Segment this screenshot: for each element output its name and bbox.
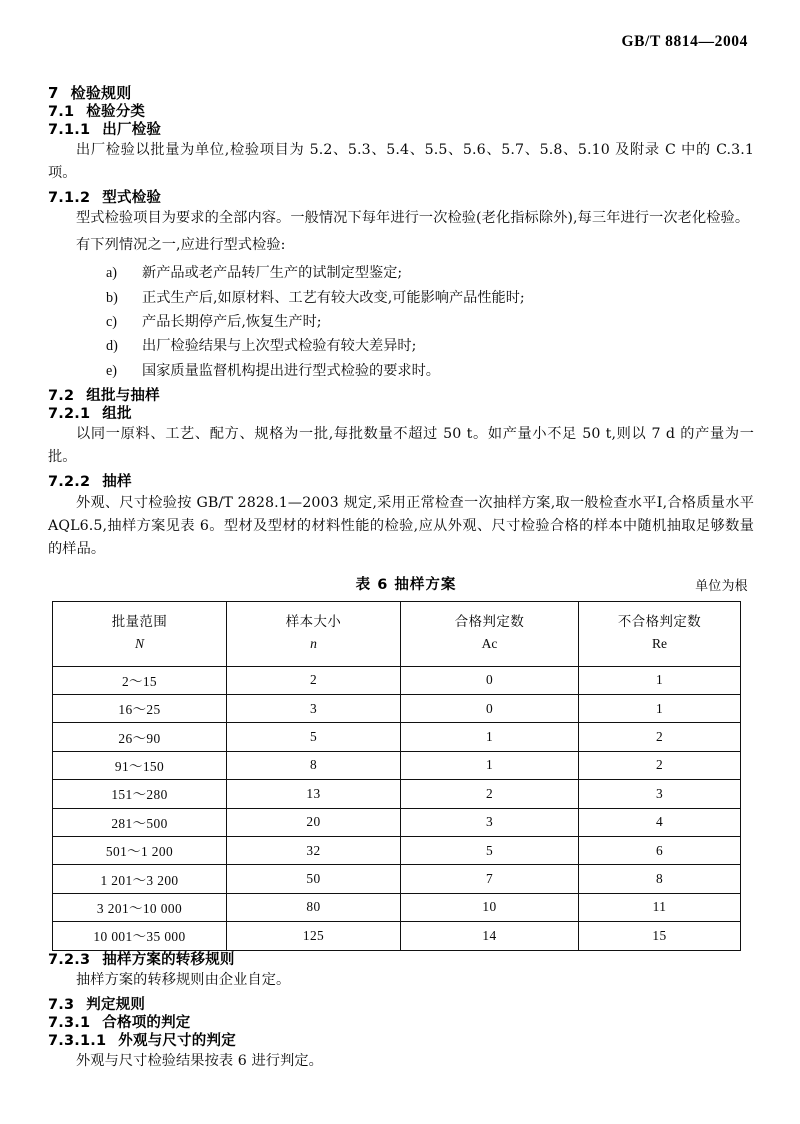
clause-title: 检验分类	[86, 103, 146, 120]
cell-acceptance-number: 3	[401, 808, 579, 836]
cell-sample-size: 13	[227, 780, 401, 808]
table-row	[53, 836, 741, 864]
cell-batch-range: 26～90	[53, 723, 227, 751]
clause-number: 7.3.1.1	[48, 1032, 107, 1049]
table-6-caption: 表 6 抽样方案	[355, 576, 457, 593]
cell-rejection-number: 11	[579, 893, 741, 921]
cell-acceptance-number: 2	[401, 780, 579, 808]
table-row	[53, 666, 741, 694]
cell-rejection-number: 15	[579, 922, 741, 950]
clause-number: 7.2.3	[48, 951, 91, 968]
cell-rejection-number: 2	[579, 751, 741, 779]
clause-number: 7.1.2	[48, 190, 91, 206]
clause-heading-7-1	[48, 103, 754, 121]
cell-batch-range: 16～25	[53, 695, 227, 723]
table-row	[53, 723, 741, 751]
clause-number: 7	[48, 84, 59, 102]
clause-title: 出厂检验	[102, 121, 162, 138]
clause-heading-7-3-1-1	[48, 1032, 754, 1050]
cell-acceptance-number: 1	[401, 751, 579, 779]
cell-rejection-number: 4	[579, 808, 741, 836]
clause-heading-7-1-2	[48, 189, 754, 207]
list-item	[48, 359, 754, 383]
cell-rejection-number: 2	[579, 723, 741, 751]
table-6-unit-note: 单位为根	[695, 578, 748, 594]
clause-title: 外观与尺寸的判定	[118, 1032, 236, 1049]
cell-batch-range: 2～15	[53, 666, 227, 694]
clause-number: 7.3.1	[48, 1014, 91, 1031]
table-row	[53, 865, 741, 893]
list-item	[48, 261, 754, 285]
list-item-text: 正式生产后,如原材料、工艺有较大改变,可能影响产品性能时;	[142, 289, 525, 306]
paragraph-7-2-1: 以同一原料、工艺、配方、规格为一批,每批数量不超过 50 t。如产量小不足 50 t,则以 7 d 的产量为一批。	[48, 426, 754, 466]
cell-acceptance-number: 5	[401, 836, 579, 864]
cell-acceptance-number: 7	[401, 865, 579, 893]
column-header-label: 合格判定数	[454, 614, 525, 630]
cell-batch-range: 10 001～35 000	[53, 922, 227, 950]
cell-rejection-number: 8	[579, 865, 741, 893]
column-header-acceptance-number	[401, 601, 579, 666]
clause-heading-7-2-1	[48, 405, 754, 423]
cell-batch-range: 501～1 200	[53, 836, 227, 864]
clause-title: 检验规则	[70, 84, 132, 102]
clause-heading-7-1-1	[48, 121, 754, 139]
table-row	[53, 751, 741, 779]
cell-rejection-number: 3	[579, 780, 741, 808]
cell-batch-range: 1 201～3 200	[53, 865, 227, 893]
column-header-symbol: n	[310, 635, 317, 651]
paragraph-7-1-2-lead-in: 有下列情况之一,应进行型式检验:	[76, 237, 286, 254]
cell-batch-range: 3 201～10 000	[53, 893, 227, 921]
cell-acceptance-number: 10	[401, 893, 579, 921]
table-header-row	[53, 601, 741, 666]
clause-heading-7-2-2	[48, 473, 754, 491]
list-item	[48, 310, 754, 334]
paragraph-7-3-1-1: 外观与尺寸检验结果按表 6 进行判定。	[76, 1053, 323, 1070]
list-item-marker: e)	[106, 362, 118, 379]
column-header-label: 批量范围	[111, 614, 168, 630]
clause-title: 型式检验	[102, 190, 162, 206]
list-item-marker: a)	[106, 265, 118, 282]
clause-number: 7.1	[48, 103, 75, 120]
clause-title: 组批与抽样	[86, 388, 160, 405]
cell-rejection-number: 1	[579, 666, 741, 694]
clause-number: 7.3	[48, 996, 75, 1013]
table-row	[53, 893, 741, 921]
column-header-batch-range	[53, 601, 227, 666]
column-header-label: 样本大小	[285, 614, 342, 630]
list-item-text: 产品长期停产后,恢复生产时;	[142, 313, 322, 330]
cell-acceptance-number: 14	[401, 922, 579, 950]
table-header	[53, 601, 741, 666]
cell-sample-size: 32	[227, 836, 401, 864]
table-6-sampling-plan	[52, 601, 741, 951]
clause-number: 7.2.2	[48, 474, 91, 491]
column-header-sample-size	[227, 601, 401, 666]
cell-acceptance-number: 1	[401, 723, 579, 751]
table-body	[53, 666, 741, 950]
cell-sample-size: 5	[227, 723, 401, 751]
cell-sample-size: 2	[227, 666, 401, 694]
table-row	[53, 808, 741, 836]
column-header-symbol: Ac	[481, 635, 498, 651]
table-6-caption-row	[48, 573, 754, 597]
cell-sample-size: 80	[227, 893, 401, 921]
clause-title: 合格项的判定	[102, 1014, 191, 1031]
list-item-marker: b)	[106, 289, 118, 306]
cell-acceptance-number: 0	[401, 695, 579, 723]
cell-sample-size: 50	[227, 865, 401, 893]
table-row	[53, 922, 741, 950]
cell-sample-size: 20	[227, 808, 401, 836]
column-header-symbol: N	[134, 635, 145, 651]
column-header-rejection-number	[579, 601, 741, 666]
type-test-conditions-list	[48, 261, 754, 383]
table-row	[53, 695, 741, 723]
table-6-block	[48, 573, 754, 951]
paragraph-7-2-2: 外观、尺寸检验按 GB/T 2828.1—2003 规定,采用正常检查一次抽样方案,取一般检查水平Ⅰ,合格质量水平 AQL6.5,抽样方案见表 6。型材及型材的材料性能的检验,应从外观、尺寸检验合格的样本中随机抽取足够数量的样品。	[48, 494, 754, 557]
column-header-symbol: Re	[651, 635, 668, 651]
clause-heading-7-3-1	[48, 1014, 754, 1032]
list-item	[48, 286, 754, 310]
paragraph-7-1-1: 出厂检验以批量为单位,检验项目为 5.2、5.3、5.4、5.5、5.6、5.7、5.8、5.10 及附录 C 中的 C.3.1项。	[48, 142, 754, 181]
clause-number: 7.1.1	[48, 121, 91, 138]
list-item-text: 出厂检验结果与上次型式检验有较大差异时;	[142, 338, 417, 355]
list-item	[48, 334, 754, 358]
column-header-label: 不合格判定数	[617, 614, 702, 630]
clause-number: 7.2	[48, 388, 75, 405]
cell-sample-size: 125	[227, 922, 401, 950]
cell-sample-size: 3	[227, 695, 401, 723]
cell-sample-size: 8	[227, 751, 401, 779]
page-header-standard-number: GB/T 8814—2004	[621, 33, 748, 50]
cell-rejection-number: 1	[579, 695, 741, 723]
list-item-marker: d)	[106, 338, 118, 355]
document-body	[48, 84, 754, 1077]
cell-acceptance-number: 0	[401, 666, 579, 694]
clause-heading-7	[48, 84, 754, 103]
clause-title: 判定规则	[86, 996, 146, 1013]
list-item-marker: c)	[106, 313, 118, 330]
clause-heading-7-2	[48, 387, 754, 405]
cell-batch-range: 91～150	[53, 751, 227, 779]
clause-number: 7.2.1	[48, 406, 91, 423]
paragraph-7-1-2-intro: 型式检验项目为要求的全部内容。一般情况下每年进行一次检验(老化指标除外),每三年进行一次老化检验。	[76, 210, 750, 227]
list-item-text: 国家质量监督机构提出进行型式检验的要求时。	[142, 362, 440, 379]
clause-title: 抽样	[102, 474, 132, 491]
cell-batch-range: 281～500	[53, 808, 227, 836]
clause-heading-7-2-3	[48, 951, 754, 969]
table-row	[53, 780, 741, 808]
clause-title: 组批	[102, 406, 132, 423]
clause-heading-7-3	[48, 996, 754, 1014]
list-item-text: 新产品或老产品转厂生产的试制定型鉴定;	[142, 265, 403, 282]
paragraph-7-2-3: 抽样方案的转移规则由企业自定。	[76, 971, 291, 988]
cell-batch-range: 151～280	[53, 780, 227, 808]
clause-title: 抽样方案的转移规则	[102, 951, 235, 968]
cell-rejection-number: 6	[579, 836, 741, 864]
